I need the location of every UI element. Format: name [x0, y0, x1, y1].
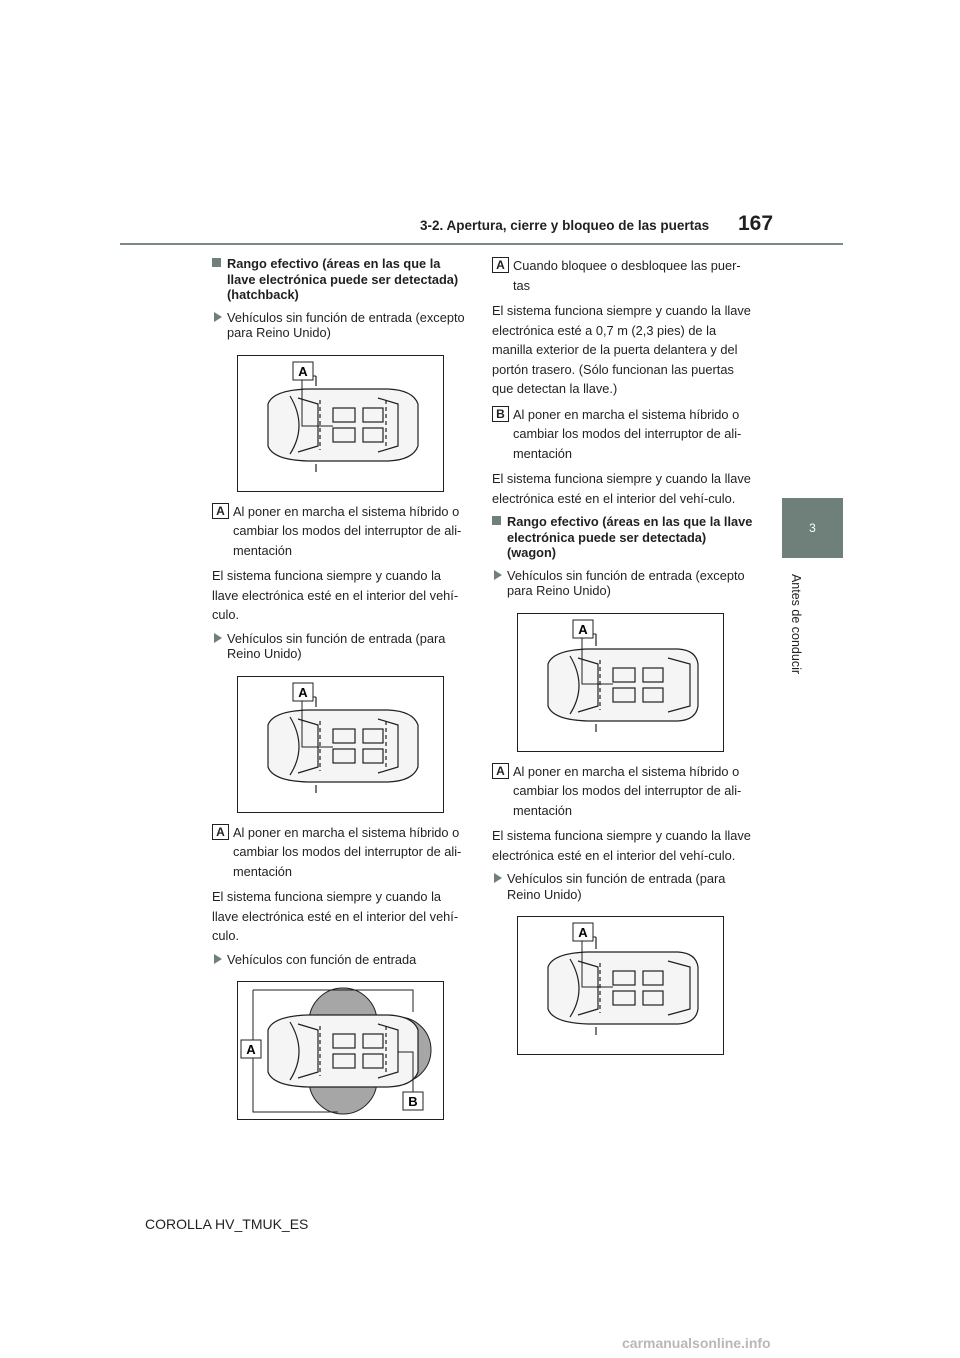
label-description: A Al poner en marcha el sistema híbrido o cambiar los modos del interruptor de ali- mentación — [212, 823, 467, 882]
footer-code: COROLLA HV_TMUK_ES — [145, 1216, 309, 1232]
left-column — [212, 256, 467, 1130]
car-diagram — [517, 613, 724, 752]
car-diagram — [237, 676, 444, 813]
label-box: A — [492, 257, 509, 273]
bullet-item: Vehículos con función de entrada — [212, 952, 467, 968]
section-heading: Rango efectivo (áreas en las que la llave electrónica puede ser detectada) (hatchback) — [212, 256, 467, 303]
paragraph: El sistema funciona siempre y cuando la llave electrónica esté en el interior del vehí-culo. — [492, 828, 751, 863]
label-box: B — [492, 406, 509, 422]
label-box: A — [212, 824, 229, 840]
section-title: 3-2. Apertura, cierre y bloqueo de las puertas — [420, 218, 710, 233]
car-diagram-range — [237, 981, 444, 1120]
label-description: A Cuando bloquee o desbloquee las puer- tas — [492, 256, 754, 295]
paragraph: El sistema funciona siempre y cuando la llave electrónica esté en el interior del vehí-culo. — [492, 471, 751, 506]
chapter-tab-label: Antes de conducir — [789, 573, 803, 675]
svg-text:A: A — [298, 684, 308, 700]
svg-text:A: A — [578, 925, 588, 940]
right-column — [492, 256, 754, 1065]
label-description: B Al poner en marcha el sistema híbrido o cambiar los modos del interruptor de ali- mentación — [492, 405, 754, 464]
car-diagram — [237, 355, 444, 492]
bullet-item: Vehículos sin función de entrada (para Reino Unido) — [212, 631, 467, 662]
bullet-item: Vehículos sin función de entrada (para Reino Unido) — [492, 871, 754, 902]
label-description: A Al poner en marcha el sistema híbrido o cambiar los modos del interruptor de ali- mentación — [212, 502, 467, 561]
car-diagram — [517, 916, 724, 1055]
svg-text:A: A — [578, 621, 588, 637]
header-divider — [120, 243, 843, 245]
paragraph: El sistema funciona siempre y cuando la llave electrónica esté a 0,7 m (2,3 pies) de la manilla exterior de la puerta delantera y del portón trasero. (Sólo funcionan las puertas que detectan la llave.) — [492, 303, 751, 396]
svg-text:B: B — [408, 1094, 418, 1109]
label-box: A — [212, 503, 229, 519]
svg-text:A: A — [246, 1042, 256, 1057]
svg-text:A: A — [298, 363, 308, 379]
chapter-tab[interactable] — [782, 498, 843, 558]
paragraph: El sistema funciona siempre y cuando la llave electrónica esté en el interior del vehí-culo. — [212, 568, 459, 622]
paragraph: El sistema funciona siempre y cuando la llave electrónica esté en el interior del vehí-culo. — [212, 889, 459, 943]
chapter-number: 3 — [809, 521, 816, 535]
label-box: A — [492, 763, 509, 779]
label-description: A Al poner en marcha el sistema híbrido o cambiar los modos del interruptor de ali- mentación — [492, 762, 754, 821]
watermark[interactable]: carmanualsonline.info — [622, 1335, 771, 1351]
bullet-item: Vehículos sin función de entrada (excepto para Reino Unido) — [492, 568, 754, 599]
page-number: 167 — [738, 212, 774, 235]
section-heading: Rango efectivo (áreas en las que la llave electrónica puede ser detectada) (wagon) — [492, 514, 754, 561]
bullet-item: Vehículos sin función de entrada (excepto para Reino Unido) — [212, 310, 467, 341]
